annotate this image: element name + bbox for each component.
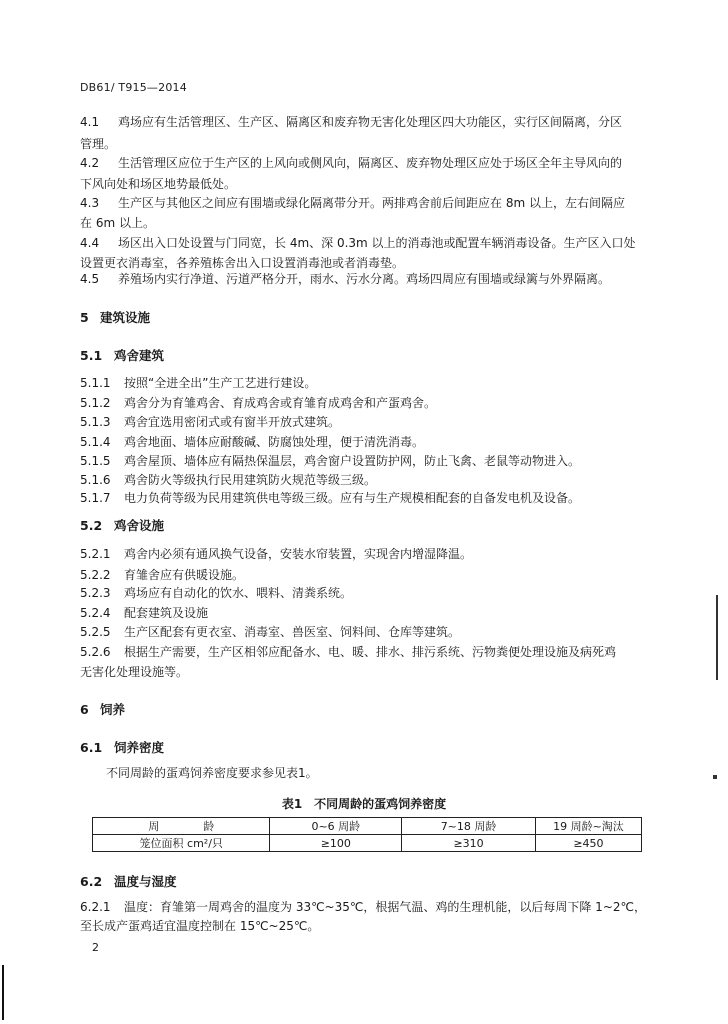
section-5-1-heading: 5.1 鸡舍建筑 bbox=[80, 348, 165, 363]
table-cell: ≥450 bbox=[535, 835, 641, 852]
clause-4-3: 4.3 生产区与其他区之间应有围墙或绿化隔离带分开。两排鸡舍前后间距应在 8m 以上，左右间隔应 bbox=[80, 196, 625, 210]
clause-5-1-5: 5.1.5 鸡舍屋顶、墙体应有隔热保温层，鸡舍窗户设置防护网，防止飞禽、老鼠等动物进入。 bbox=[80, 454, 581, 468]
clause-4-4-cont: 设置更衣消毒室，各养殖栋舍出入口设置消毒池或者消毒垫。 bbox=[80, 256, 405, 270]
clause-5-2-4: 5.2.4 配套建筑及设施 bbox=[80, 606, 209, 620]
section-6-2-heading: 6.2 温度与湿度 bbox=[80, 874, 177, 889]
clause-4-2: 4.2 生活管理区应位于生产区的上风向或侧风向，隔离区、废弃物处理区应处于场区全年主导风向的 bbox=[80, 156, 623, 170]
table-header-cell: 7~18 周龄 bbox=[402, 818, 536, 835]
section-5-heading: 5 建筑设施 bbox=[80, 310, 151, 325]
clause-5-1-4: 5.1.4 鸡舍地面、墙体应耐酸碱、防腐蚀处理，便于清洗消毒。 bbox=[80, 435, 425, 449]
scan-edge-mark bbox=[2, 965, 4, 1020]
paragraph-6-1: 不同周龄的蛋鸡饲养密度要求参见表1。 bbox=[106, 766, 318, 780]
section-6-1-heading: 6.1 饲养密度 bbox=[80, 740, 165, 755]
table-1-caption: 表1 不同周龄的蛋鸡饲养密度 bbox=[281, 797, 447, 811]
clause-4-2-cont: 下风向处和场区地势最低处。 bbox=[80, 177, 237, 191]
doc-header-code: DB61/ T915—2014 bbox=[80, 81, 187, 94]
clause-5-1-7: 5.1.7 电力负荷等级为民用建筑供电等级三级。应有与生产规模相配套的自备发电机及设备。 bbox=[80, 491, 581, 505]
table-header-cell: 周 龄 bbox=[93, 818, 270, 835]
clause-5-2-5: 5.2.5 生产区配套有更衣室、消毒室、兽医室、饲料间、仓库等建筑。 bbox=[80, 625, 461, 639]
table-cell: 笼位面积 cm²/只 bbox=[93, 835, 270, 852]
clause-5-1-2: 5.1.2 鸡舍分为育雏鸡舍、育成鸡舍或育雏育成鸡舍和产蛋鸡舍。 bbox=[80, 396, 437, 410]
section-6-heading: 6 饲养 bbox=[80, 702, 126, 717]
clause-6-2-1: 6.2.1 温度：育雏第一周鸡舍的温度为 33℃~35℃，根据气温、鸡的生理机能，以后每周下降 1~2℃， bbox=[80, 900, 646, 914]
page-number: 2 bbox=[92, 941, 99, 954]
clause-5-2-6: 5.2.6 根据生产需要，生产区相邻应配备水、电、暖、排水、排污系统、污物粪便处理设施及病死鸡 bbox=[80, 645, 617, 659]
clause-4-1: 4.1 鸡场应有生活管理区、生产区、隔离区和废弃物无害化处理区四大功能区，实行区间隔离，分区 bbox=[80, 115, 623, 129]
clause-6-2-1-cont: 至长成产蛋鸡适宜温度控制在 15℃~25℃。 bbox=[80, 919, 320, 933]
clause-4-3-cont: 在 6m 以上。 bbox=[80, 216, 155, 230]
clause-5-1-6: 5.1.6 鸡舍防火等级执行民用建筑防火规范等级三级。 bbox=[80, 473, 377, 487]
clause-4-1-cont: 管理。 bbox=[80, 137, 117, 151]
table-header-row bbox=[93, 818, 642, 835]
table-1 bbox=[92, 817, 642, 852]
table-cell: ≥100 bbox=[270, 835, 402, 852]
section-5-2-heading: 5.2 鸡舍设施 bbox=[80, 518, 165, 533]
table-cell: ≥310 bbox=[402, 835, 536, 852]
clause-5-2-3: 5.2.3 鸡场应有自动化的饮水、喂料、清粪系统。 bbox=[80, 586, 353, 600]
clause-5-2-2: 5.2.2 育雏舍应有供暖设施。 bbox=[80, 568, 245, 582]
scan-speck bbox=[713, 775, 717, 779]
table-row bbox=[93, 835, 642, 852]
clause-5-1-3: 5.1.3 鸡舍宜选用密闭式或有窗半开放式建筑。 bbox=[80, 415, 341, 429]
table-header-cell: 0~6 周龄 bbox=[270, 818, 402, 835]
table-header-cell: 19 周龄~淘汰 bbox=[535, 818, 641, 835]
scan-edge-mark bbox=[716, 595, 718, 680]
clause-5-2-1: 5.2.1 鸡舍内必须有通风换气设备，安装水帘装置，实现舍内增湿降温。 bbox=[80, 547, 473, 561]
clause-4-5: 4.5 养殖场内实行净道、污道严格分开，雨水、污水分离。鸡场四周应有围墙或绿篱与外界隔离。 bbox=[80, 272, 611, 286]
clause-5-1-1: 5.1.1 按照“全进全出”生产工艺进行建设。 bbox=[80, 376, 317, 390]
clause-5-2-6-cont: 无害化处理设施等。 bbox=[80, 665, 189, 679]
clause-4-4: 4.4 场区出入口处设置与门同宽，长 4m、深 0.3m 以上的消毒池或配置车辆消毒设备。生产区入口处 bbox=[80, 236, 636, 250]
